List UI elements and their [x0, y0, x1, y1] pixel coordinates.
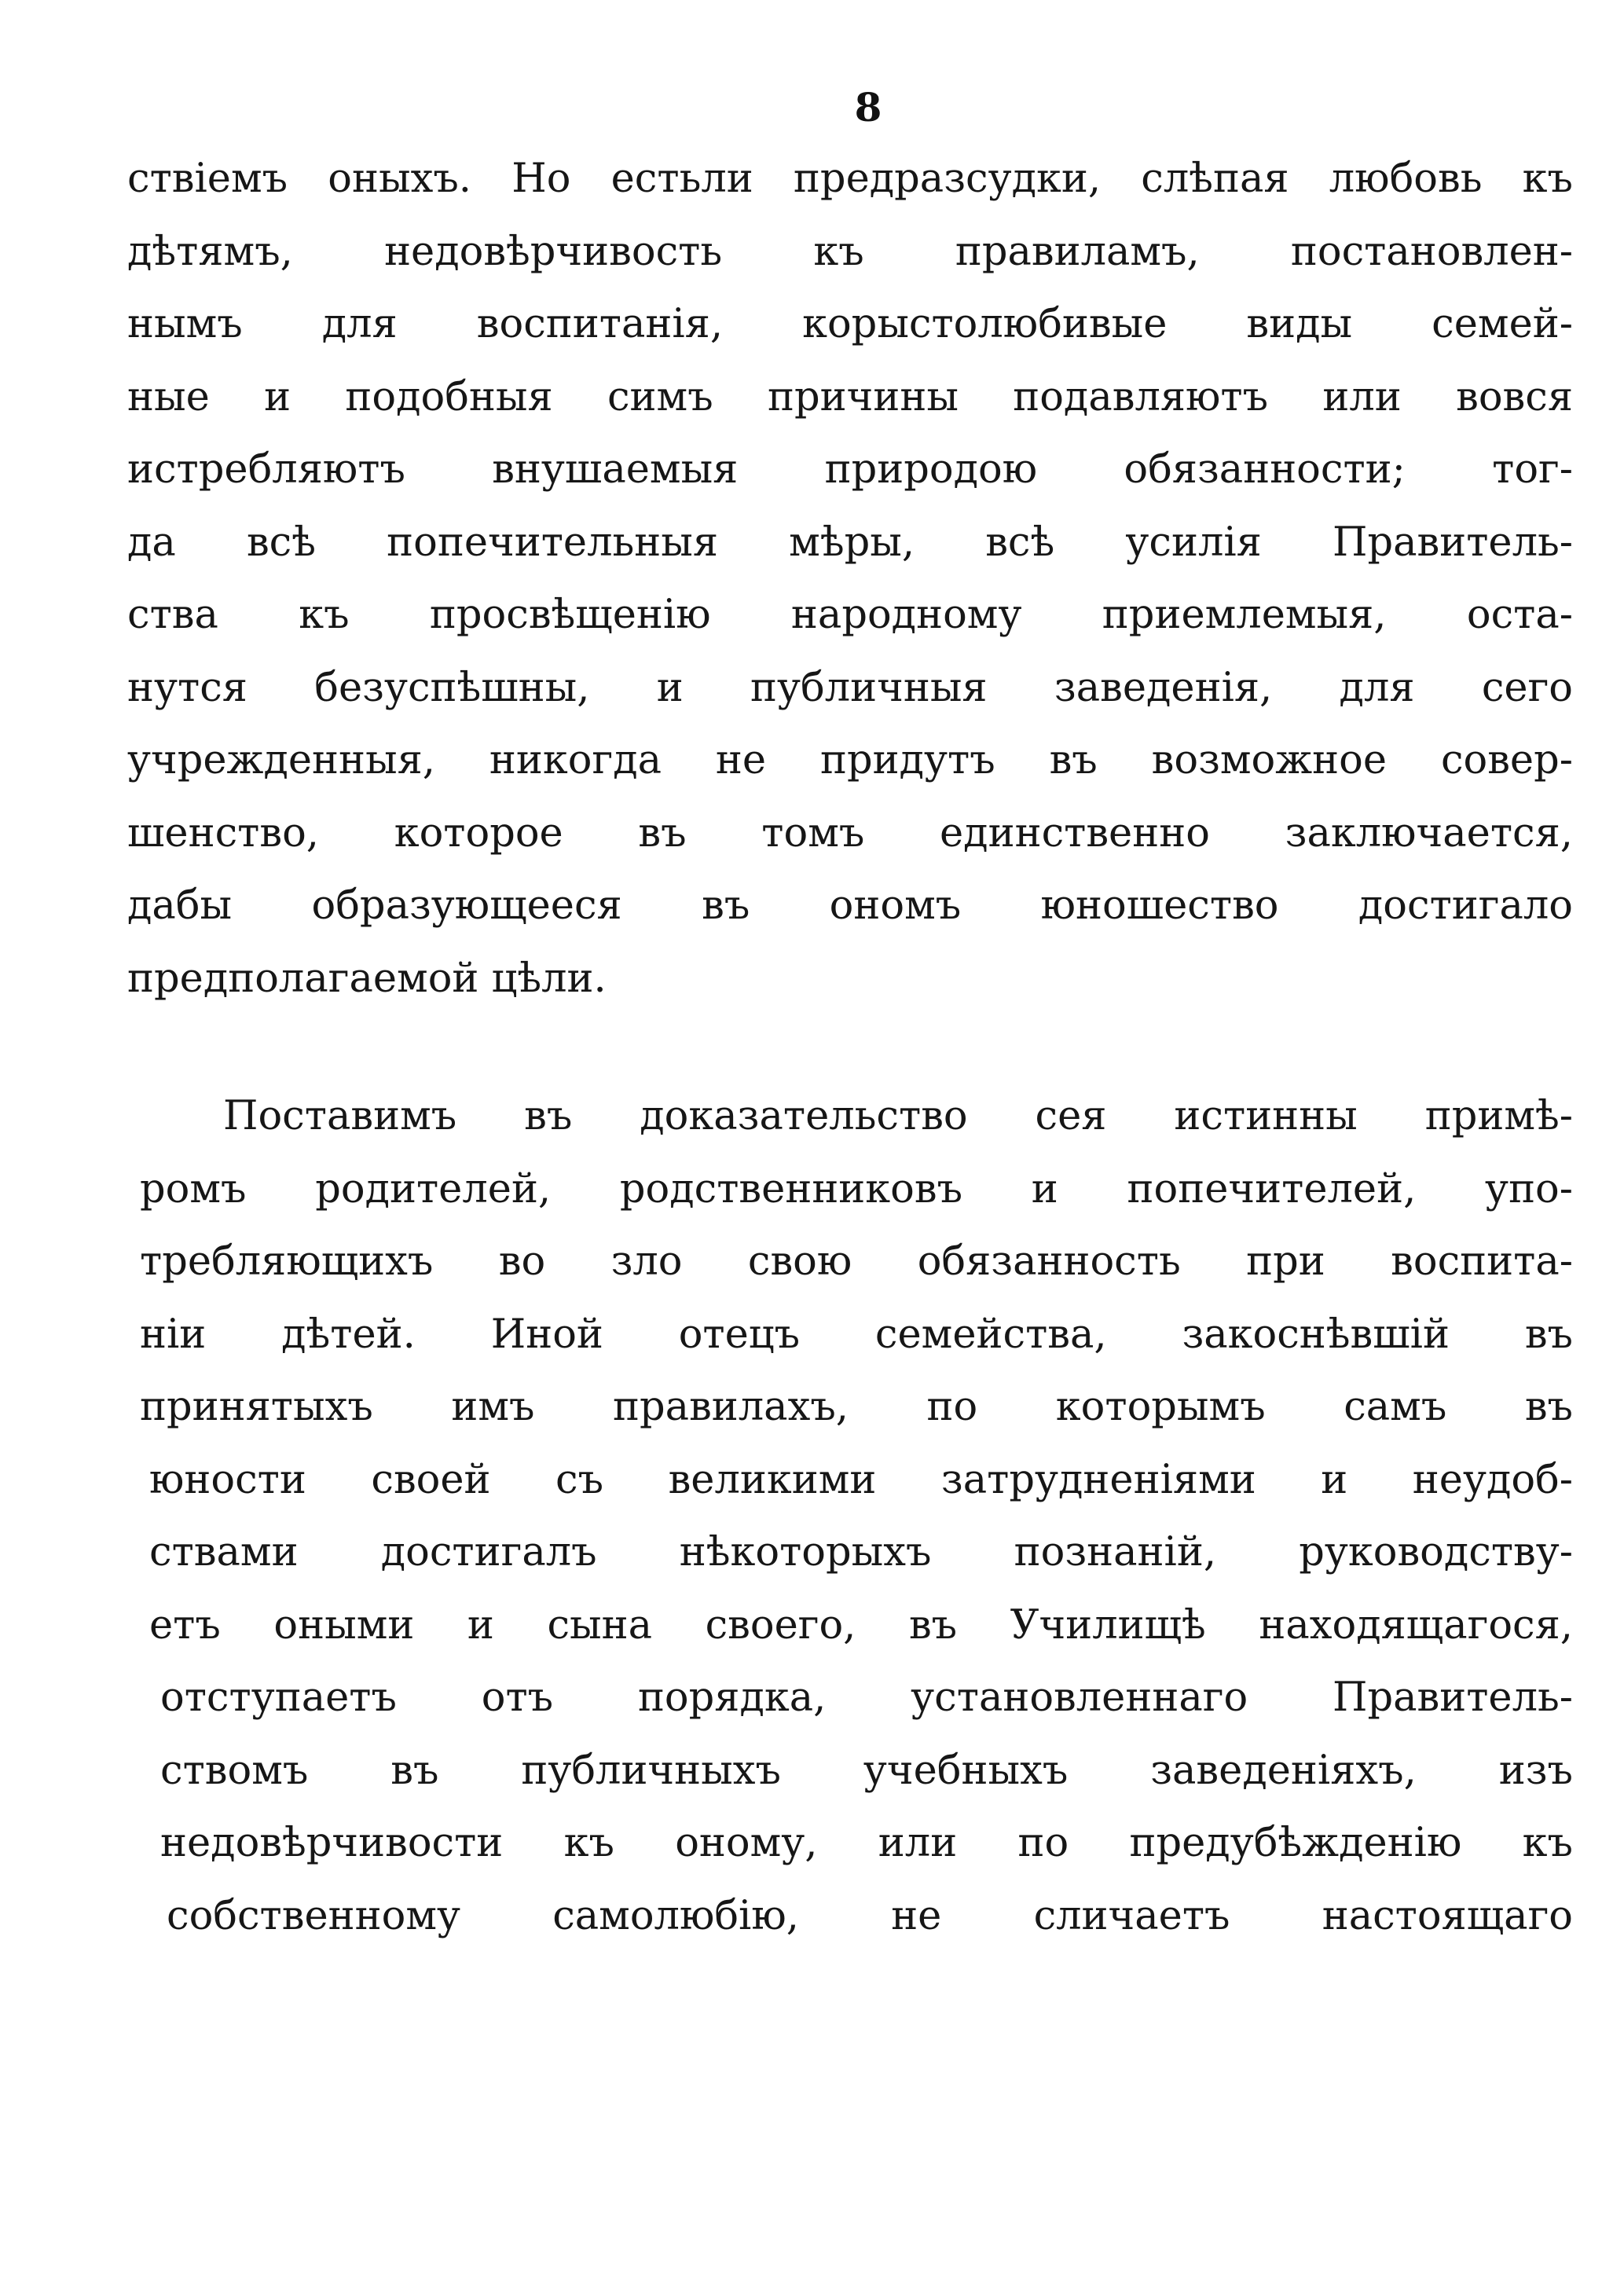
text-line: юности своей съ великими затрудненіями и неудоб-: [149, 1456, 1573, 1503]
text-line: учрежденныя, никогда не придутъ въ возможное совер-: [127, 737, 1573, 783]
text-line: нутся безуспѣшны, и публичныя заведенія, для сего: [127, 664, 1573, 711]
text-line: ніи дѣтей. Иной отецъ семейства, закоснѣвшій въ: [140, 1311, 1573, 1358]
text-line: шенство, которое въ томъ единственно заключается,: [127, 809, 1573, 856]
text-line: етъ оными и сына своего, въ Училищѣ находящагося,: [149, 1601, 1573, 1649]
text-line: недовѣрчивости къ оному, или по предубѣжденію къ: [160, 1820, 1573, 1866]
paragraph-2: [127, 1080, 1573, 1953]
text-line: ствами достигалъ нѣкоторыхъ познаній, руководству-: [149, 1529, 1573, 1575]
text-line: да всѣ попечительныя мѣры, всѣ усилія Правитель-: [127, 519, 1573, 566]
text-line: ные и подобныя симъ причины подавляютъ или вовся: [127, 373, 1573, 420]
page-number: 8: [854, 84, 882, 130]
text-line: предполагаемой цѣли.: [127, 955, 607, 1002]
text-line: отступаетъ отъ порядка, установленнаго Правитель-: [160, 1674, 1573, 1721]
text-line: ствомъ въ публичныхъ учебныхъ заведеніяхъ, изъ: [160, 1747, 1573, 1794]
text-line: истребляютъ внушаемыя природою обязанности; тог-: [127, 446, 1573, 493]
text-line: требляющихъ во зло свою обязанность при воспита-: [140, 1238, 1573, 1285]
paragraph-1: [127, 143, 1573, 1015]
text-line: Поставимъ въ доказательство сея истинны примѣ-: [223, 1093, 1573, 1139]
text-line: нымъ для воспитанія, корыстолюбивые виды семей-: [127, 301, 1573, 347]
text-line: дѣтямъ, недовѣрчивость къ правиламъ, постановлен-: [127, 228, 1573, 275]
text-line: ромъ родителей, родственниковъ и попечителей, упо-: [140, 1165, 1573, 1212]
text-line: ства къ просвѣщенію народному приемлемыя, оста-: [127, 592, 1573, 638]
text-line: ствіемъ оныхъ. Но естьли предразсудки, слѣпая любовь къ: [127, 156, 1573, 202]
text-line: принятыхъ имъ правилахъ, по которымъ самъ въ: [140, 1384, 1573, 1430]
text-line: собственному самолюбію, не сличаетъ настоящаго: [167, 1892, 1573, 1939]
text-line: дабы образующееся въ ономъ юношество достигало: [127, 882, 1573, 929]
